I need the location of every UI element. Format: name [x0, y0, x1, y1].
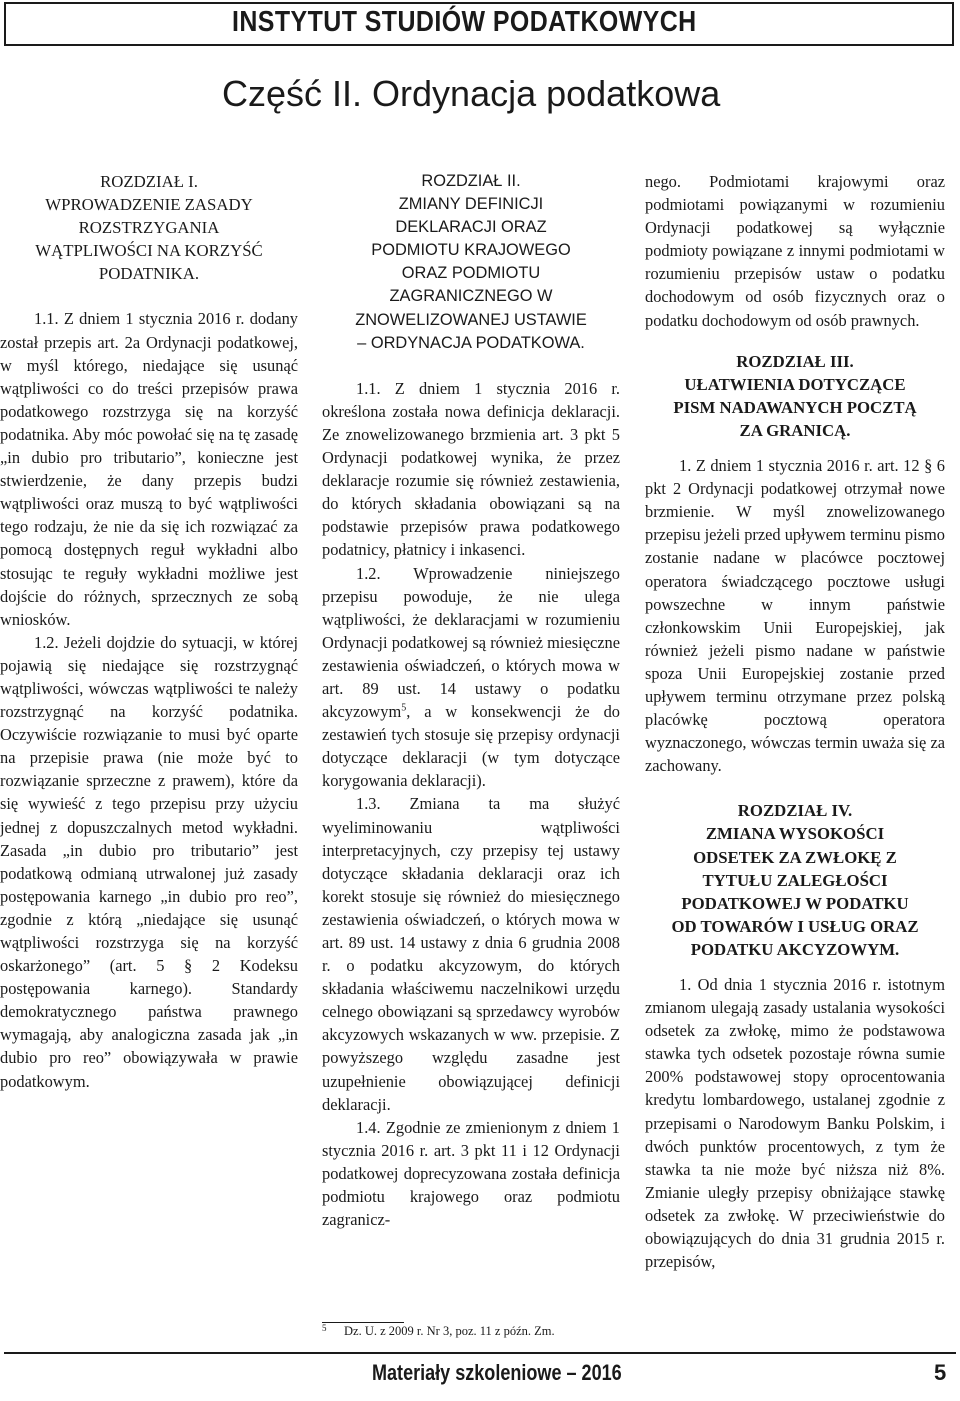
part-title: Część II. Ordynacja podatkowa [222, 73, 721, 114]
col2-paragraph-2-a: 1.2. Wprowadzenie niniejszego przepisu powoduje, że nie ulega wątpliwości, że deklaracjami w rozumieniu Ordynacji podatkowej są również miesięczne zestawienia oświadczeń, o których mowa w art. 89 ust. 14 ustawy o podatku akcyzowym [322, 563, 620, 722]
col3-chapter4-paragraph: 1. Od dnia 1 stycznia 2016 r. istotnym zmianom ulegają zasady ustalania wysokości odsetek za zwłokę, mimo że podstawowa stawka tych odsetek pozostaje równa sumie 200% podstawowej stopy oprocentowania kredytu lombardowego, ustalanej zgodnie z przepisami o Narodowym Banku Polskim, i dwóch punktów procentowych, z tym że stawka ta nie może być niższa niż 8%. Zmianie uległy przepisy obniżające stawkę odsetek za zwłokę. W przeciwieństwie do obowiązujących do dnia 31 grudnia 2015 r. przepisów, [645, 975, 945, 1272]
footer-rule [4, 1352, 956, 1354]
column-1 [0, 170, 298, 1093]
chapter-4-title: ROZDZIAŁ IV. ZMIANA WYSOKOŚCI ODSETEK ZA ZWŁOKĘ Z TYTUŁU ZALEGŁOŚCI PODATKOWEJ W PODATKU OD TOWARÓW I USŁUG ORAZ PODATKU AKCYZOWYM. [671, 801, 919, 959]
column-3 [645, 170, 945, 1273]
chapter-1-title: ROZDZIAŁ I. WPROWADZENIE ZASADY ROZSTRZYGANIA WĄTPLIWOŚCI NA KORZYŚĆ PODATNIKA. [35, 172, 263, 284]
col2-paragraph-2 [322, 562, 620, 793]
col2-paragraph-4: 1.4. Zgodnie ze zmienionym z dniem 1 stycznia 2016 r. art. 3 pkt 11 i 12 Ordynacji podatkowej doprecyzowana została definicja podmiotu krajowego oraz podmiotu zagranicz- [322, 1117, 620, 1230]
page-number: 5 [934, 1360, 947, 1385]
col3-chapter3-paragraph: 1. Z dniem 1 stycznia 2016 r. art. 12 § 6 pkt 2 Ordynacji podatkowej otrzymał nowe brzmienie. W myśl znowelizowanego przepisu jeżeli przed upływem terminu pismo zostanie nadane w placówce pocztowej operatora świadczącego pocztowe usługi powszechne w innym państwie członkowskim Unii Europejskiej, jak również jeżeli pismo nadane w państwie spoza Unii Europejskiej zostanie przed upływem terminu otrzymane przez polską placówkę pocztową operatora wyznaczonego, wówczas termin uważa się za zachowany. [645, 456, 945, 776]
footnote-ref: 5 [401, 702, 407, 714]
footnote-text: Dz. U. z 2009 r. Nr 3, poz. 11 z późn. Zm. [344, 1324, 555, 1338]
col1-paragraph-2: 1.2. Jeżeli dojdzie do sytuacji, w której pojawią się niedające się rozstrzygnąć wątpliwości, wówczas wątpliwości te należy rozstrzygnąć na korzyść podatnika. Oczywiście rozwiązanie to musi być oparte na przepisie prawa (nie może być to rozwiązanie sprzeczne z prawem), które da się wywieść z tego przepisu przy użyciu jednej z dopuszczalnych metod wykładni. Zasada „in dubio pro tributario” jest podatkową odmianą utrwalonej już zasady postępowania karnego „in dubio pro reo”, zgodnie z którą „niedające się usunąć wątpliwości rozstrzyga się na korzyść oskarżonego” (art. 5 § 2 Kodeksu postępowania karnego). Standardy demokratycznego państwa prawnego wymagają, aby analogiczna zasada jak „in dubio pro reo” obowiązywała w prawie podatkowym. [0, 632, 298, 1091]
col2-paragraph-1: 1.1. Z dniem 1 stycznia 2016 r. określona została nowa definicja deklaracji. Ze znowelizowanego brzmienia art. 3 pkt 5 Ordynacji podatkowej wynika, że przez deklaracje rozumie się również zestawienia, do których składania obowiązani są na podstawie przepisów prawa podatkowego podatnicy, płatnicy i inkasenci. [322, 378, 620, 560]
col1-paragraph-1: 1.1. Z dniem 1 stycznia 2016 r. dodany został przepis art. 2a Ordynacji podatkowej, w myśl którego, niedające się usunąć wątpliwości co do treści przepisów prawa podatkowego rozstrzyga się na korzyść podatnika. Aby móc powołać się na tę zasadę „in dubio pro tributario”, konieczne jest stwierdzenie, że dany przepis budzi wątpliwości oraz muszą to być wątpliwości tego rodzaju, że nie da się ich rozwiązać za pomocą dostępnych reguł wykładni albo stosując te reguły wykładni możliwe jest dojście do różnych, sprzecznych ze sobą wniosków. [0, 309, 298, 629]
institute-title: INSTYTUT STUDIÓW PODATKOWYCH [232, 6, 697, 38]
col3-continuation: nego. Podmiotami krajowymi oraz podmiotami powiązanymi w rozumieniu Ordynacji podatkowej są wyłącznie podmioty powiązane z innymi podmiotami w rozumieniu przepisów ustaw o podatku dochodowym od osób fizycznych oraz o podatku dochodowym od osób prawnych. [645, 172, 945, 330]
column-2 [322, 170, 620, 1231]
chapter-2-title: ROZDZIAŁ II. ZMIANY DEFINICJI DEKLARACJI ORAZ PODMIOTU KRAJOWEGO ORAZ PODMIOTU ZAGRANICZNEGO W ZNOWELIZOWANEJ USTAWIE – ORDYNACJA PODATKOWA. [355, 172, 587, 352]
col2-paragraph-3: 1.3. Zmiana ta ma służyć wyeliminowaniu wątpliwości interpretacyjnych, czy przepisy tej ustawy dotyczące składania deklaracji oraz ich korekt stosuje się również do miesięcznego zestawienia oświadczeń, o których mowa w art. 89 ust. 14 ustawy z dnia 6 grudnia 2008 r. o podatku akcyzowym, do których składania właściwemu naczelnikowi urzędu celnego obowiązani są sprzedawcy wyrobów akcyzowych wskazanych w ww. przepisie. Z powyższego względu zasadne jest uzupełnienie obowiązującej definicji deklaracji. [322, 794, 620, 1114]
col2-paragraph-2-b: , a w konsekwencji że do zestawień tych stosuje się przepisy ordynacji dotyczące deklaracji (w tym dotyczące korygowania deklaracji). [322, 702, 620, 791]
footer-title: Materiały szkoleniowe – 2016 [372, 1360, 622, 1385]
chapter-3-title: ROZDZIAŁ III. UŁATWIENIA DOTYCZĄCE PISM NADAWANYCH POCZTĄ ZA GRANICĄ. [673, 351, 917, 440]
footnote-number: 5 [322, 1323, 327, 1333]
